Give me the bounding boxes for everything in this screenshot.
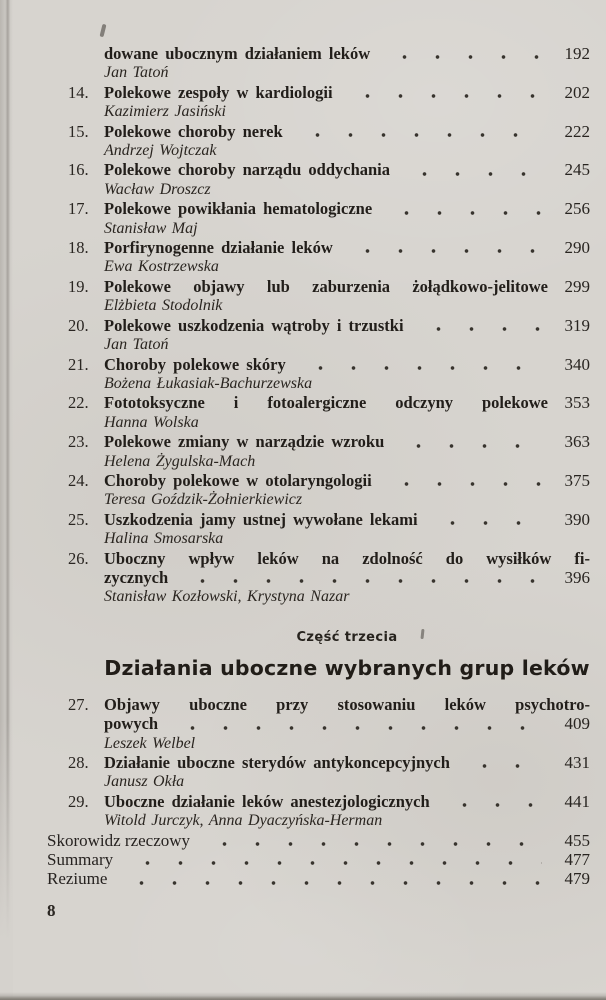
toc-entry-authors: Andrzej Wojtczak — [104, 142, 217, 160]
toc-entry-page: 363 — [564, 432, 590, 452]
dot-leader — [378, 55, 542, 59]
dot-leader — [398, 172, 542, 176]
toc-entry-page: 245 — [564, 160, 590, 180]
toc-entry-authors: Bożena Łukasiak-Bachurzewska — [104, 374, 313, 392]
toc-entry-title: Objawy uboczne przy stosowaniu leków psychotro- — [104, 694, 590, 714]
toc-entry — [47, 549, 590, 607]
toc-entry-title-line — [104, 568, 590, 587]
toc-entry-title: Polekowe powikłania hematologiczne — [104, 199, 373, 219]
toc-entry-number: 18. — [68, 238, 89, 258]
back-matter-row — [47, 869, 590, 888]
toc-entry — [47, 510, 590, 549]
back-matter-label: Skorowidz rzeczowy — [47, 830, 191, 850]
toc-entry-number: 25. — [68, 509, 89, 529]
toc-entry-number: 15. — [68, 121, 89, 141]
toc-entry-body — [104, 238, 590, 277]
toc-entry-title-line — [104, 471, 590, 490]
toc-entry-title: Polekowe objawy lub zaburzenia żołądkowo-jelitowe — [104, 276, 548, 296]
toc-entry-body — [104, 753, 590, 792]
toc-entry-page: 353 — [564, 393, 590, 413]
toc-entry — [47, 160, 590, 199]
toc-entry-body — [104, 695, 590, 753]
page-gutter-shadow — [0, 0, 13, 1000]
toc-entry-number: 21. — [68, 354, 89, 374]
table-of-contents — [47, 44, 590, 889]
toc-entry — [47, 277, 590, 316]
toc-entry-title: Uboczny wpływ leków na zdolność do wysiłków fi- — [104, 548, 590, 568]
back-matter-row — [47, 831, 590, 850]
toc-entry-body — [104, 316, 590, 355]
toc-entry-title: dowane ubocznym działaniem leków — [104, 44, 371, 63]
toc-entry-authors: Leszek Welbel — [104, 734, 196, 752]
toc-entry-authors: Wacław Droszcz — [104, 180, 211, 198]
dot-leader — [438, 803, 542, 807]
toc-entry-body — [104, 471, 590, 510]
toc-entry — [47, 695, 590, 753]
dot-leader — [294, 366, 542, 370]
toc-entry-number: 24. — [68, 470, 89, 490]
toc-entry-page: 290 — [564, 238, 590, 258]
toc-entry-authors: Elżbieta Stodolnik — [104, 297, 223, 315]
toc-entry-page: 192 — [564, 44, 590, 63]
toc-entry-title-line — [104, 44, 590, 63]
toc-entry-title-line — [104, 83, 590, 102]
toc-entry-title-line — [104, 753, 590, 772]
toc-entry-title: Fototoksyczne i fotoalergiczne odczyny polekowe — [104, 393, 548, 413]
dot-leader — [380, 211, 542, 215]
toc-entry — [47, 393, 590, 432]
toc-entry-page: 396 — [564, 567, 590, 587]
toc-entry-number: 29. — [68, 791, 89, 811]
toc-entry-body — [104, 510, 590, 549]
toc-entry-page: 319 — [564, 315, 590, 335]
toc-entry-number: 26. — [68, 548, 89, 568]
toc-entry-title: Choroby polekowe w otolaryngologii — [104, 470, 372, 490]
back-matter-page: 477 — [564, 850, 590, 870]
back-matter-page: 479 — [564, 869, 590, 889]
toc-entry — [47, 316, 590, 355]
toc-entry-title: Polekowe uszkodzenia wątroby i trzustki — [104, 315, 404, 335]
toc-entry-body — [104, 44, 590, 83]
dot-leader — [166, 726, 542, 730]
toc-entry-title-line — [104, 432, 590, 451]
toc-entry-number: 17. — [68, 199, 89, 219]
toc-entry-number: 14. — [68, 82, 89, 102]
toc-entry-body — [104, 355, 590, 394]
dot-leader — [198, 842, 542, 846]
toc-entry-title: zycznych — [104, 567, 169, 587]
dot-leader — [412, 327, 542, 331]
dot-leader — [115, 881, 542, 885]
toc-entry — [47, 792, 590, 831]
toc-entry-authors: Jan Tatoń — [104, 336, 169, 354]
toc-entry-number: 19. — [68, 276, 89, 296]
toc-entry-authors: Janusz Okła — [104, 773, 185, 791]
stray-mark — [99, 24, 106, 38]
toc-entry-page: 409 — [564, 714, 590, 734]
toc-entry-body — [104, 432, 590, 471]
toc-entry-title-line — [104, 393, 590, 412]
dot-leader — [341, 94, 542, 98]
toc-entry-body — [104, 393, 590, 432]
toc-entry-title-line — [104, 122, 590, 141]
toc-entry-body — [104, 122, 590, 161]
toc-part-three-list — [47, 695, 590, 831]
toc-entry-page: 375 — [564, 470, 590, 490]
dot-leader — [341, 249, 542, 253]
toc-entry-body — [104, 792, 590, 831]
back-matter-row — [47, 850, 590, 869]
toc-entry-title-line — [104, 714, 590, 733]
toc-entry — [47, 432, 590, 471]
page-bottom-edge — [0, 992, 606, 1000]
toc-entry-title: Uboczne działanie leków anestezjologicznych — [104, 791, 430, 811]
toc-entry-page: 202 — [564, 82, 590, 102]
toc-entry-number: 28. — [68, 753, 89, 772]
toc-entry-number: 20. — [68, 315, 89, 335]
toc-entry-title-line — [104, 199, 590, 218]
toc-entry-title: Polekowe zmiany w narządzie wzroku — [104, 432, 385, 452]
toc-part-two-list — [47, 44, 590, 607]
toc-entry-title: Choroby polekowe skóry — [104, 354, 286, 374]
toc-entry-page: 441 — [564, 791, 590, 811]
section-kicker: Część trzecia — [296, 629, 398, 645]
toc-entry-body — [104, 549, 590, 607]
toc-entry-title: Działanie uboczne sterydów antykoncepcyjnych — [104, 753, 450, 772]
back-matter-list — [47, 831, 590, 889]
dot-leader — [121, 861, 542, 865]
toc-entry — [47, 355, 590, 394]
toc-entry-authors: Witold Jurczyk, Anna Dyaczyńska-Herman — [104, 812, 383, 830]
toc-entry — [47, 199, 590, 238]
dot-leader — [380, 482, 542, 486]
toc-entry-number — [47, 44, 104, 83]
toc-entry-title-line — [104, 510, 590, 529]
toc-entry-page: 390 — [564, 509, 590, 529]
toc-entry-title-line — [104, 160, 590, 179]
toc-entry-body — [104, 160, 590, 199]
toc-entry-authors: Ewa Kostrzewska — [104, 258, 219, 276]
toc-entry-authors: Stanisław Kozłowski, Krystyna Nazar — [104, 588, 350, 606]
toc-entry-title-line — [104, 316, 590, 335]
toc-entry-title-line — [104, 277, 590, 296]
toc-entry-page: 222 — [564, 121, 590, 141]
toc-entry-title: Polekowe choroby narządu oddychania — [104, 160, 391, 180]
dot-leader — [392, 444, 542, 448]
toc-entry-title-line — [104, 355, 590, 374]
toc-entry — [47, 471, 590, 510]
toc-entry-authors: Jan Tatoń — [104, 64, 169, 82]
toc-entry-number: 16. — [68, 160, 89, 180]
dot-leader — [426, 521, 542, 525]
dot-leader — [176, 579, 542, 583]
toc-entry-title: Porfirynogenne działanie leków — [104, 238, 333, 258]
toc-entry — [47, 122, 590, 161]
toc-entry-title: powych — [104, 714, 159, 734]
section-title: Działania uboczne wybranych grup leków — [104, 655, 590, 680]
toc-entry-body — [104, 199, 590, 238]
toc-entry-title-line — [104, 238, 590, 257]
toc-entry-authors: Helena Żygulska-Mach — [104, 452, 256, 470]
section-heading — [104, 630, 590, 680]
toc-entry-authors: Halina Smosarska — [104, 530, 224, 548]
folio-page-number: 8 — [47, 901, 56, 920]
toc-entry-number: 23. — [68, 432, 89, 452]
back-matter-page: 455 — [564, 830, 590, 850]
toc-entry-number: 27. — [68, 694, 89, 714]
back-matter-label: Reziume — [47, 869, 108, 889]
toc-entry — [47, 44, 590, 83]
back-matter-label: Summary — [47, 850, 114, 870]
toc-entry-number: 22. — [68, 393, 89, 413]
toc-entry-authors: Kazimierz Jasiński — [104, 103, 226, 121]
toc-entry-title: Polekowe zespoły w kardiologii — [104, 82, 333, 102]
toc-entry-authors: Stanisław Maj — [104, 219, 198, 237]
toc-entry-page: 256 — [564, 199, 590, 219]
toc-entry-page: 299 — [564, 276, 590, 296]
toc-entry — [47, 753, 590, 792]
toc-entry-page: 431 — [564, 753, 590, 772]
toc-entry-title-line — [104, 792, 590, 811]
toc-entry-title: Uszkodzenia jamy ustnej wywołane lekami — [104, 509, 418, 529]
toc-entry-body — [104, 277, 590, 316]
toc-entry-authors: Hanna Wolska — [104, 413, 199, 431]
dot-leader — [291, 133, 542, 137]
dot-leader — [458, 764, 542, 768]
toc-entry-title: Polekowe choroby nerek — [104, 121, 283, 141]
toc-entry — [47, 238, 590, 277]
toc-entry — [47, 83, 590, 122]
toc-entry-body — [104, 83, 590, 122]
toc-entry-page: 340 — [564, 354, 590, 374]
toc-entry-authors: Teresa Goździk-Żołnierkiewicz — [104, 491, 303, 509]
